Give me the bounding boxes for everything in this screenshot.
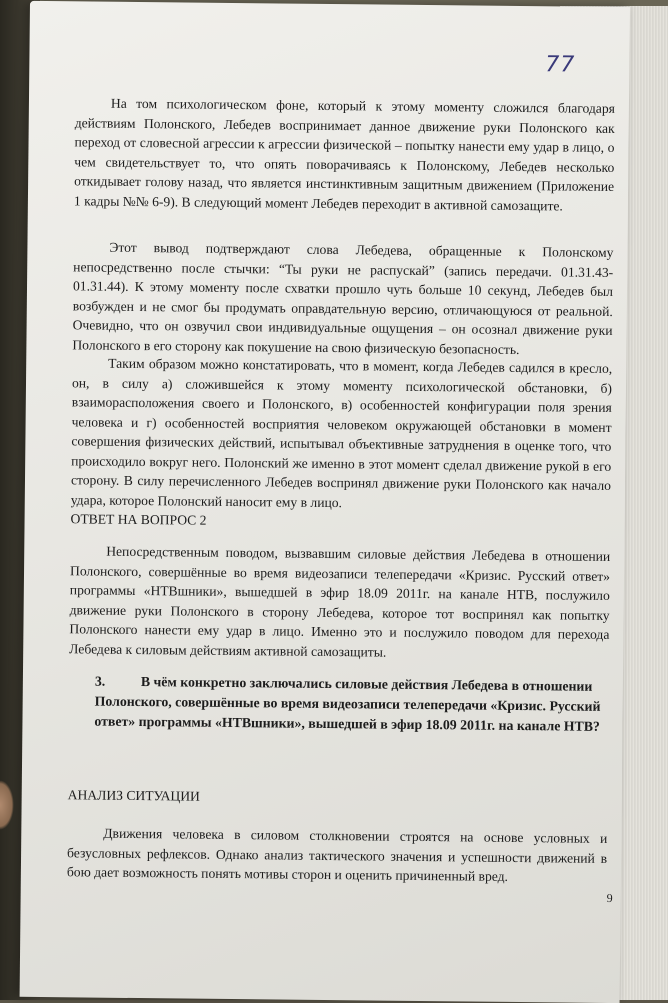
- question-number: 3.: [94, 673, 106, 689]
- paragraph-3: Таким образом можно констатировать, что в момент, когда Лебедев садился в кресло, он, в силу а) сложившейся к этому моменту психологической обстановки, б) взаиморасположения своего и Полонского, в) особенностей конфигурации поля зрения человека и г) особенностей восприятия человеком окружающей обстановки в момент совершения физических действий, испытывал объективные затруднения в оценке того, что происходило вокруг него. Полонский же именно в этот момент сделал движение рукой в его сторону. В силу перечисленного Лебедев воспринял движение руки Полонского как начало удара, которое Полонский наносит ему в лицо.: [70, 355, 613, 510]
- finger-edge: [0, 780, 14, 830]
- document-page: [20, 1, 630, 1003]
- analysis-heading: АНАЛИЗ СИТУАЦИИ: [67, 787, 200, 804]
- answer-heading: ОТВЕТ НА ВОПРОС 2: [70, 511, 207, 528]
- question-text: В чём конкретно заключались силовые действия Лебедева в отношении Полонского, совершённые во время видеозаписи телепередачи «Кризис. Русский ответ» программы «НТВшники», вышедшей в эфир 18.09 2011г. на канале НТВ?: [94, 674, 601, 734]
- paragraph-5: Движения человека в силовом столкновении строятся на основе условных и безусловных рефлексов. Однако анализ тактического значения и успешности движений в бою дает возможность понять мотивы сторон и оценить причиненный вред.: [66, 825, 608, 884]
- paragraph-2: Этот вывод подтверждают слова Лебедева, обращенные к Полонскому непосредственно после стычки: “Ты руки не распускай” (запись передачи. 01.31.43-01.31.44). К этому моменту после схватки прошло чуть больше 10 секунд, Лебедев был возбужден и не смог бы продумать оправдательную версию, отличающуюся от реальной. Очевидно, что он озвучил свои индивидуальные ощущения – он осознал движение руки Полонского в его сторону как покушение на свою физическую безопасность.: [72, 239, 614, 357]
- handwritten-page-number: 77: [545, 52, 576, 78]
- question-3: [94, 672, 605, 737]
- page-number: 9: [606, 890, 613, 906]
- paragraph-1: На том психологическом фоне, который к этому моменту сложился благодаря действиям Полонского, Лебедев воспринимает данное движение руки Полонского как переход от словесной агрессии к агрессии физической – попытку нанести ему удар в лицо, о чем свидетельствует то, что опять поворачиваясь к Полонскому, Лебедев несколько откидывает голову назад, что является инстинктивным защитным движением (Приложение 1 кадры №№ 6-9). В следующий момент Лебедев переходит в активной самозащите.: [73, 95, 615, 213]
- paragraph-4: Непосредственным поводом, вызвавшим силовые действия Лебедева в отношении Полонского, совершённые во время видеозаписи телепередачи «Кризис. Русский ответ» программы «НТВшники», вышедшей в эфир 18.09 2011г. на канале НТВ, послужило движение руки Полонского в сторону Лебедева, которое тот воспринял как попытку Полонского нанести ему удар в лицо. Именно это и послужило поводом для перехода Лебедева к силовым действиям активной самозащиты.: [69, 543, 611, 660]
